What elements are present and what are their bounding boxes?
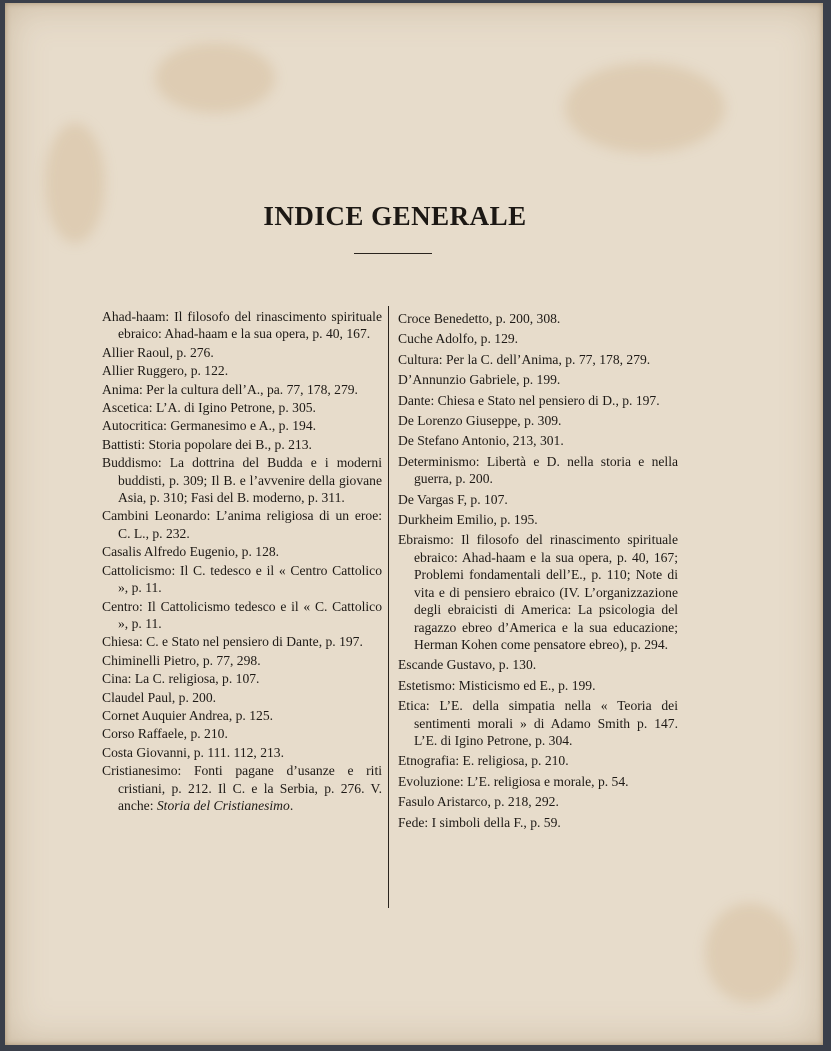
index-entry <box>102 633 382 650</box>
index-entry <box>102 454 382 506</box>
index-entry-text: Corso Raffaele, p. 210. <box>102 726 228 742</box>
index-column-left <box>102 308 382 815</box>
index-entry-text: Fasulo Aristarco, p. 218, 292. <box>398 794 559 810</box>
index-entry <box>398 511 678 528</box>
index-entry <box>398 752 678 769</box>
index-entry-text: Evoluzione: L’E. religiosa e morale, p. 54. <box>398 773 629 789</box>
index-entry <box>102 399 382 416</box>
index-entry-text: Casalis Alfredo Eugenio, p. 128. <box>102 544 280 560</box>
index-entry <box>102 652 382 669</box>
index-entry <box>398 793 678 810</box>
index-entry <box>398 531 678 653</box>
index-entry-text: Estetismo: Misticismo ed E., p. 199. <box>398 677 596 693</box>
index-entry <box>398 814 678 831</box>
index-entry-text: D’Annunzio Gabriele, p. 199. <box>398 372 561 388</box>
index-entry <box>102 762 382 814</box>
index-entry-text: Autocritica: Germanesimo e A., p. 194. <box>102 418 317 434</box>
index-entry <box>398 453 678 488</box>
index-entry-text: Determinismo: Libertà e D. nella storia e nella guerra, p. 200. <box>398 453 678 487</box>
index-entry <box>398 412 678 429</box>
index-entry-text: Claudel Paul, p. 200. <box>102 689 217 705</box>
index-entry-italic: Storia del Cristianesimo <box>156 797 290 813</box>
index-entry-text: Centro: Il Cattolicismo tedesco e il « C. Cattolico », p. 11. <box>102 598 382 631</box>
index-entry-text: Chiesa: C. e Stato nel pensiero di Dante, p. 197. <box>102 634 363 650</box>
index-entry-text: Allier Raoul, p. 276. <box>102 344 214 360</box>
index-column-right <box>398 310 678 834</box>
index-entry <box>102 344 382 361</box>
index-entry-text: Cambini Leonardo: L’anima religiosa di un eroe: C. L., p. 232. <box>102 508 382 541</box>
index-entry <box>102 562 382 597</box>
index-entry <box>102 507 382 542</box>
index-entry-text: Ahad-haam: Il filosofo del rinascimento spirituale ebraico: Ahad-haam e la sua opera, p. 40, 167. <box>102 309 382 342</box>
index-entry <box>102 744 382 761</box>
index-entry <box>398 656 678 673</box>
index-entry <box>398 697 678 749</box>
index-entry-text: Ascetica: L’A. di Igino Petrone, p. 305. <box>102 400 316 416</box>
index-entry <box>398 491 678 508</box>
index-entry <box>102 725 382 742</box>
index-entry-text: Cultura: Per la C. dell’Anima, p. 77, 178, 279. <box>398 351 651 367</box>
page-title: INDICE GENERALE <box>263 201 527 231</box>
index-entry-text: Cattolicismo: Il C. tedesco e il « Centro Cattolico », p. 11. <box>102 562 382 596</box>
index-entry-text: Costa Giovanni, p. 111. 112, 213. <box>102 744 284 760</box>
index-entry-text: Ebraismo: Il filosofo del rinascimento spirituale ebraico: Ahad-haam e la sua opera, p. 40, 167; Problemi fondamentali dell’E., p. 110; Note di vita e di pensiero ebraico (IV. L’organizzazione degli ebraicisti di America: La psicologia del ragazzo ebreo d’America e la sua educazione; Herman Kohen come pensatore ebreo), p. 294. <box>398 532 678 652</box>
paper-stain <box>155 43 275 113</box>
index-entry-text: Fede: I simboli della F., p. 59. <box>398 814 561 830</box>
index-entry <box>102 362 382 379</box>
index-entry-text: De Lorenzo Giuseppe, p. 309. <box>398 413 562 429</box>
index-entry <box>398 351 678 368</box>
paper-stain <box>565 63 725 153</box>
index-entry-text: De Vargas F, p. 107. <box>398 491 508 507</box>
index-entry <box>398 310 678 327</box>
document-page <box>5 3 823 1045</box>
index-entry <box>398 773 678 790</box>
index-entry-text: Cina: La C. religiosa, p. 107. <box>102 671 260 687</box>
index-entry-text: Buddismo: La dottrina del Budda e i moderni buddisti, p. 309; Il B. e l’avvenire della giovane Asia, p. 310; Fasi del B. moderno, p. 311. <box>102 455 382 506</box>
index-entry-text: Escande Gustavo, p. 130. <box>398 657 537 673</box>
paper-stain <box>705 903 795 1003</box>
index-entry <box>102 417 382 434</box>
index-entry-text: Anima: Per la cultura dell’A., pa. 77, 178, 279. <box>102 381 358 397</box>
index-entry <box>102 598 382 633</box>
index-entry-text: Cuche Adolfo, p. 129. <box>398 331 519 347</box>
index-entry-text: De Stefano Antonio, 213, 301. <box>398 433 564 449</box>
index-entry <box>102 308 382 343</box>
index-entry <box>398 432 678 449</box>
index-entry <box>398 392 678 409</box>
index-entry <box>102 436 382 453</box>
index-entry-text: Battisti: Storia popolare dei B., p. 213. <box>102 436 312 452</box>
index-entry-tail: . <box>289 797 294 813</box>
index-entry <box>102 689 382 706</box>
index-entry-text: Dante: Chiesa e Stato nel pensiero di D., p. 197. <box>398 392 660 408</box>
column-divider <box>388 306 389 908</box>
index-entry-text: Chiminelli Pietro, p. 77, 298. <box>102 652 261 668</box>
title-rule <box>354 253 432 254</box>
index-entry-text: Etnografia: E. religiosa, p. 210. <box>398 753 569 769</box>
index-entry <box>398 371 678 388</box>
index-entry <box>398 330 678 347</box>
index-entry <box>398 677 678 694</box>
index-entry <box>102 670 382 687</box>
index-entry-text: Allier Ruggero, p. 122. <box>102 363 229 379</box>
index-entry <box>102 707 382 724</box>
index-entry <box>102 543 382 560</box>
index-entry-text: Croce Benedetto, p. 200, 308. <box>398 311 561 326</box>
index-entry-text: Cristianesimo: Fonti pagane d’usanze e riti cristiani, p. 212. Il C. e la Serbia, p. 276. V. anche: <box>102 763 382 813</box>
index-entry-text: Durkheim Emilio, p. 195. <box>398 512 538 528</box>
index-entry <box>102 381 382 398</box>
index-entry-text: Etica: L’E. della simpatia nella « Teoria dei sentimenti morali » di Adamo Smith p. 147. L’E. di Igino Petrone, p. 304. <box>398 698 678 748</box>
index-entry-text: Cornet Auquier Andrea, p. 125. <box>102 707 274 723</box>
